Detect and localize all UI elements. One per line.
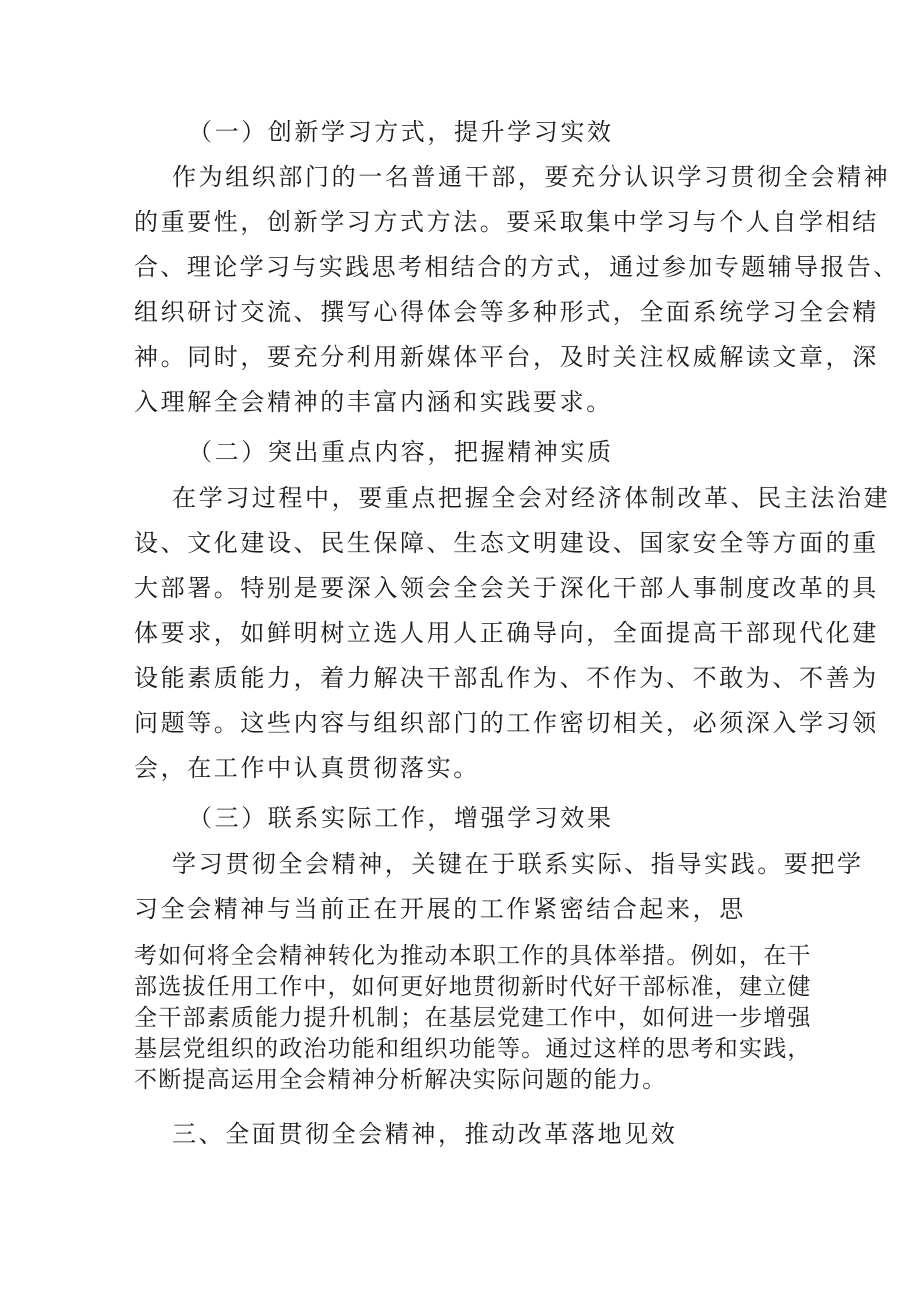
section-heading-3: （三）联系实际工作，增强学习效果 <box>188 804 614 832</box>
paragraph-line: 作为组织部门的一名普通干部，要充分认识学习贯彻全会精神 <box>172 163 891 191</box>
paragraph-line: 不断提高运用全会精神分析解决实际问题的能力。 <box>134 1067 667 1093</box>
paragraph-line: 问题等。这些内容与组织部门的工作密切相关，必须深入学习领 <box>134 709 879 737</box>
paragraph-line: 大部署。特别是要深入领会全会关于深化干部人事制度改革的具 <box>134 574 879 602</box>
paragraph-line: 体要求，如鲜明树立选人用人正确导向，全面提高干部现代化建 <box>134 619 879 647</box>
paragraph-line: 的重要性，创新学习方式方法。要采取集中学习与个人自学相结 <box>134 208 879 236</box>
paragraph-line: 神。同时，要充分利用新媒体平台，及时关注权威解读文章，深 <box>134 343 879 371</box>
paragraph-line: 会，在工作中认真贯彻落实。 <box>134 754 480 782</box>
section-heading-major: 三、全面贯彻全会精神，推动改革落地见效 <box>172 1120 678 1148</box>
section-heading-2: （二）突出重点内容，把握精神实质 <box>188 438 614 466</box>
paragraph-line: 学习贯彻全会精神，关键在于联系实际、指导实践。要把学 <box>172 850 864 878</box>
paragraph-line: 习全会精神与当前正在开展的工作紧密结合起来，思 <box>134 895 746 923</box>
paragraph-line: 设、文化建设、民生保障、生态文明建设、国家安全等方面的重 <box>134 529 879 557</box>
paragraph-line: 设能素质能力，着力解决干部乱作为、不作为、不敢为、不善为 <box>134 664 879 692</box>
paragraph-line: 合、理论学习与实践思考相结合的方式，通过参加专题辅导报告、 <box>134 253 900 281</box>
paragraph-line: 考如何将全会精神转化为推动本职工作的具体举措。例如，在干 <box>134 943 812 969</box>
section-heading-1: （一）创新学习方式，提升学习实效 <box>188 118 614 146</box>
paragraph-line: 入理解全会精神的丰富内涵和实践要求。 <box>134 388 613 416</box>
paragraph-line: 部选拔任用工作中，如何更好地贯彻新时代好干部标准，建立健 <box>134 974 812 1000</box>
paragraph-line: 组织研讨交流、撰写心得体会等多种形式，全面系统学习全会精 <box>134 298 879 326</box>
paragraph-line: 基层党组织的政治功能和组织功能等。通过这样的思考和实践， <box>134 1036 812 1062</box>
paragraph-line: 在学习过程中，要重点把握全会对经济体制改革、民主法治建 <box>172 484 891 512</box>
paragraph-line: 全干部素质能力提升机制；在基层党建工作中，如何进一步增强 <box>134 1005 812 1031</box>
